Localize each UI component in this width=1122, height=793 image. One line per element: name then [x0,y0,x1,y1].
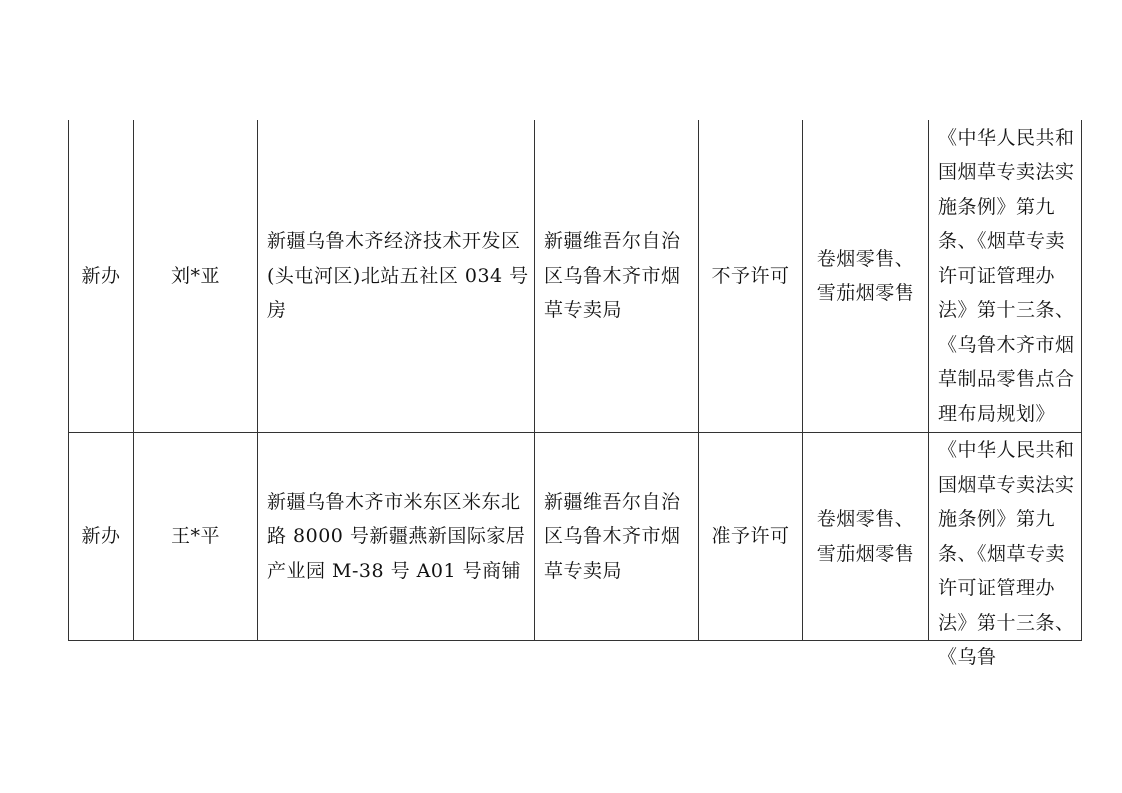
applicant-name: 王*平 [170,525,220,548]
table-row [69,433,1082,641]
application-type: 新办 [81,525,121,548]
business-scope: 卷烟零售、雪茄烟零售 [816,508,915,565]
business-scope-cell [803,433,929,641]
legal-basis: 《中华人民共和国烟草专卖法实施条例》第九条、《烟草专卖许可证管理办法》第十三条、《乌鲁 [938,439,1075,668]
licensing-authority-cell [535,433,699,641]
license-decision-table [68,120,1082,668]
business-address: 新疆乌鲁木齐市米东区米东北路 8000 号新疆燕新国际家居产业园 M-38 号 A01 号商铺 [267,490,526,582]
business-address-cell [258,433,535,641]
application-type-cell [69,120,134,433]
applicant-name-cell [134,120,258,433]
business-address-cell [258,120,535,433]
business-address: 新疆乌鲁木齐经济技术开发区(头屯河区)北站五社区 034 号房 [267,230,529,322]
business-scope: 卷烟零售、雪茄烟零售 [816,247,915,304]
legal-basis-clip [938,433,1079,668]
applicant-name-cell [134,433,258,641]
application-type: 新办 [81,264,121,287]
license-decision: 准予许可 [711,525,790,548]
table-row [69,120,1082,433]
licensing-authority: 新疆维吾尔自治区乌鲁木齐市烟草专卖局 [544,490,681,582]
legal-basis: 《中华人民共和国烟草专卖法实施条例》第九条、《烟草专卖许可证管理办法》第十三条、《乌鲁木齐市烟草制品零售点合理布局规划》 [938,126,1075,425]
legal-basis-cell [929,120,1082,433]
licensing-authority-cell [535,120,699,433]
decision-cell [699,433,803,641]
licensing-authority: 新疆维吾尔自治区乌鲁木齐市烟草专卖局 [544,230,681,322]
applicant-name: 刘*亚 [170,264,220,287]
application-type-cell [69,433,134,641]
license-decision: 不予许可 [711,264,790,287]
business-scope-cell [803,120,929,433]
decision-cell [699,120,803,433]
legal-basis-cell [929,433,1082,668]
